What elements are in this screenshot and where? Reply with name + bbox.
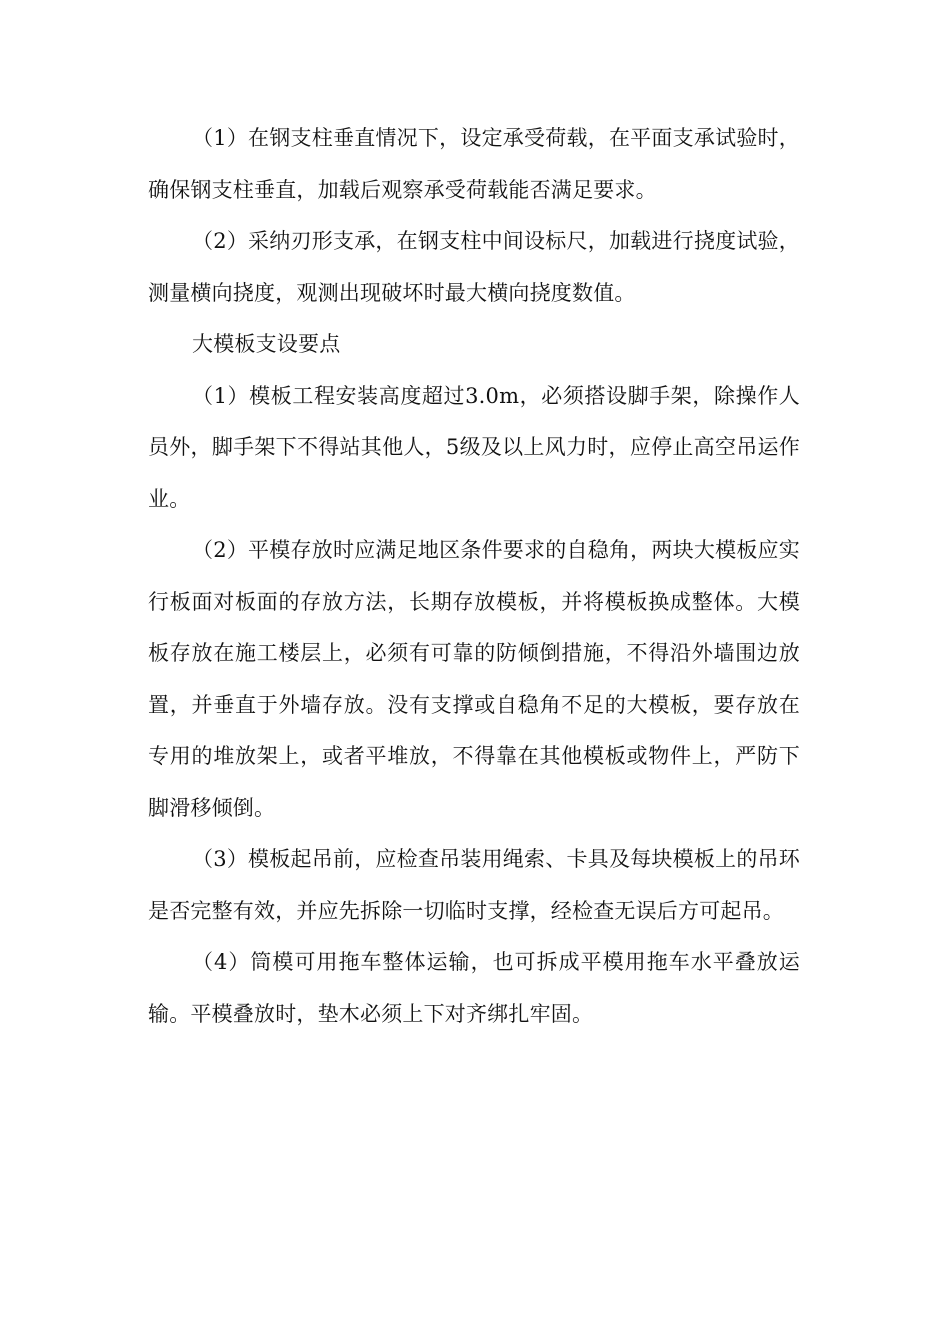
paragraph-scaffold-height-rule: （1）模板工程安装高度超过3.0m，必须搭设脚手架，除操作人员外，脚手架下不得站其他人，5级及以上风力时，应停止高空吊运作业。 (148, 383, 800, 511)
paragraph-lifting-inspection: （3）模板起吊前，应检查吊装用绳索、卡具及每块模板上的吊环是否完整有效，并应先拆除一切临时支撑，经检查无误后方可起吊。 (148, 847, 800, 923)
paragraph-knife-edge-deflection-test: （2）采纳刃形支承，在钢支柱中间设标尺，加载进行挠度试验，测量横向挠度，观测出现破坏时最大横向挠度数值。 (148, 229, 800, 305)
paragraph-transport: （4）筒模可用拖车整体运输，也可拆成平模用拖车水平叠放运输。平模叠放时，垫木必须上下对齐绑扎牢固。 (148, 950, 800, 1026)
paragraph-steel-prop-vertical-test: （1）在钢支柱垂直情况下，设定承受荷载，在平面支承试验时，确保钢支柱垂直，加载后观察承受荷载能否满足要求。 (148, 126, 800, 202)
document-body (148, 113, 800, 1040)
paragraph-flat-form-storage: （2）平模存放时应满足地区条件要求的自稳角，两块大模板应实行板面对板面的存放方法，长期存放模板，并将模板换成整体。大模板存放在施工楼层上，必须有可靠的防倾倒措施，不得沿外墙围边放置，并垂直于外墙存放。没有支撑或自稳角不足的大模板，要存放在专用的堆放架上，或者平堆放，不得靠在其他模板或物件上，严防下脚滑移倾倒。 (148, 538, 800, 820)
section-heading-large-formwork: 大模板支设要点 (192, 332, 341, 356)
